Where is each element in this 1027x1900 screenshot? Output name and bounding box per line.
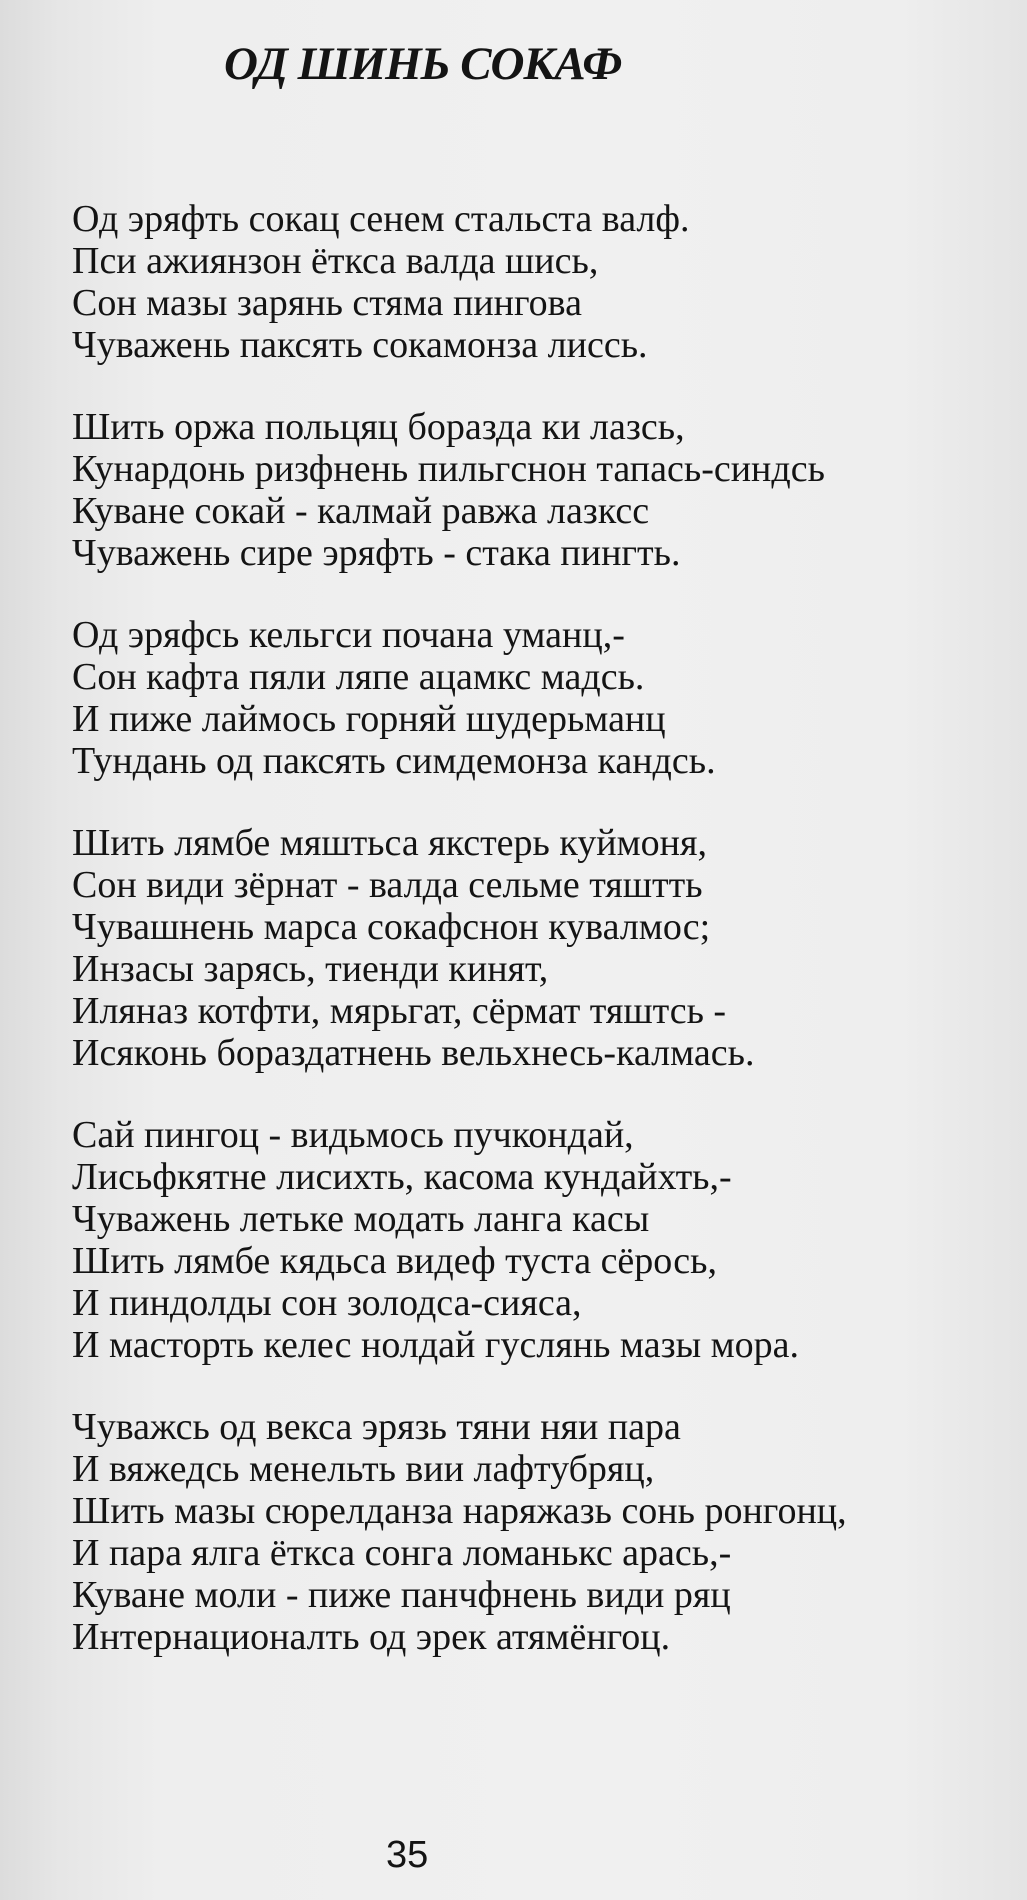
poem-line: Инзасы зарясь, тиенди кинят, — [72, 948, 549, 990]
poem-line: Сай пингоц - видьмось пучкондай, — [72, 1114, 634, 1156]
poem-line: И пиндолды сон золодса-сияса, — [72, 1282, 582, 1324]
stanza-5 — [72, 1114, 1012, 1366]
poem-line: И вяжедсь менельть вии лафтубряц, — [72, 1448, 655, 1490]
poem-line: Шить лямбе мяштьса якстерь куймоня, — [72, 822, 707, 864]
poem-line: Чуважень сире эряфть - стака пингть. — [72, 532, 681, 574]
poem-line: Шить оржа польцяц боразда ки лазсь, — [72, 406, 685, 448]
poem-line: Од эряфть сокац сенем стальста валф. — [72, 198, 690, 240]
poem-line: Сон кафта пяли ляпе ацамкс мадсь. — [72, 656, 645, 698]
stanza-1 — [72, 198, 1012, 366]
poem-line: Интернационалть од эрек атямёнгоц. — [72, 1616, 671, 1658]
stanza-3 — [72, 614, 1012, 782]
poem-line: Куване моли - пиже панчфнень види ряц — [72, 1574, 731, 1616]
poem-line: Тундань од паксять симдемонза кандсь. — [72, 740, 716, 782]
poem-line: Исяконь бораздатнень вельхнесь-калмась. — [72, 1032, 755, 1074]
stanza-6 — [72, 1406, 1012, 1658]
poem-line: Иляназ котфти, мярьгат, сёрмат тяштсь - — [72, 990, 727, 1032]
poem-line: Кунардонь ризфнень пильгснон тапась-синдсь — [72, 448, 825, 490]
poem-line: Шить лямбе кядьса видеф туста сёрось, — [72, 1240, 717, 1282]
poem-line: Куване сокай - калмай равжа лазксс — [72, 490, 650, 532]
poem-line: Чуважень паксять сокамонза лиссь. — [72, 324, 648, 366]
poem-line: Чуважсь од векса эрязь тяни няи пара — [72, 1406, 681, 1448]
poem-line: Лисьфкятне лисихть, касома кундайхть,- — [72, 1156, 732, 1198]
poem-line: И масторть келес нолдай гуслянь мазы мора. — [72, 1324, 800, 1366]
poem-line: Шить мазы сюрелданза наряжазь сонь ронгонц, — [72, 1490, 847, 1532]
poem-line: Чуважень летьке модать ланга касы — [72, 1198, 650, 1240]
page-number: 35 — [386, 1834, 429, 1876]
poem-line: И пара ялга ёткса сонга ломанькс арась,- — [72, 1532, 732, 1574]
poem-line: Пси ажиянзон ёткса валда шись, — [72, 240, 599, 282]
poem-line: Чувашнень марса сокафснон кувалмос; — [72, 906, 711, 948]
poem-line: Сон мазы зарянь стяма пингова — [72, 282, 582, 324]
stanza-4 — [72, 822, 1012, 1074]
poem-line: Сон види зёрнат - валда сельме тяштть — [72, 864, 703, 906]
stanza-2 — [72, 406, 1012, 574]
poem-body — [72, 198, 1012, 1698]
poem-line: Од эряфсь кельгси почана уманц,- — [72, 614, 625, 656]
poem-line: И пиже лаймось горняй шудерьманц — [72, 698, 666, 740]
poem-title: ОД ШИНЬ СОКАФ — [224, 38, 622, 90]
